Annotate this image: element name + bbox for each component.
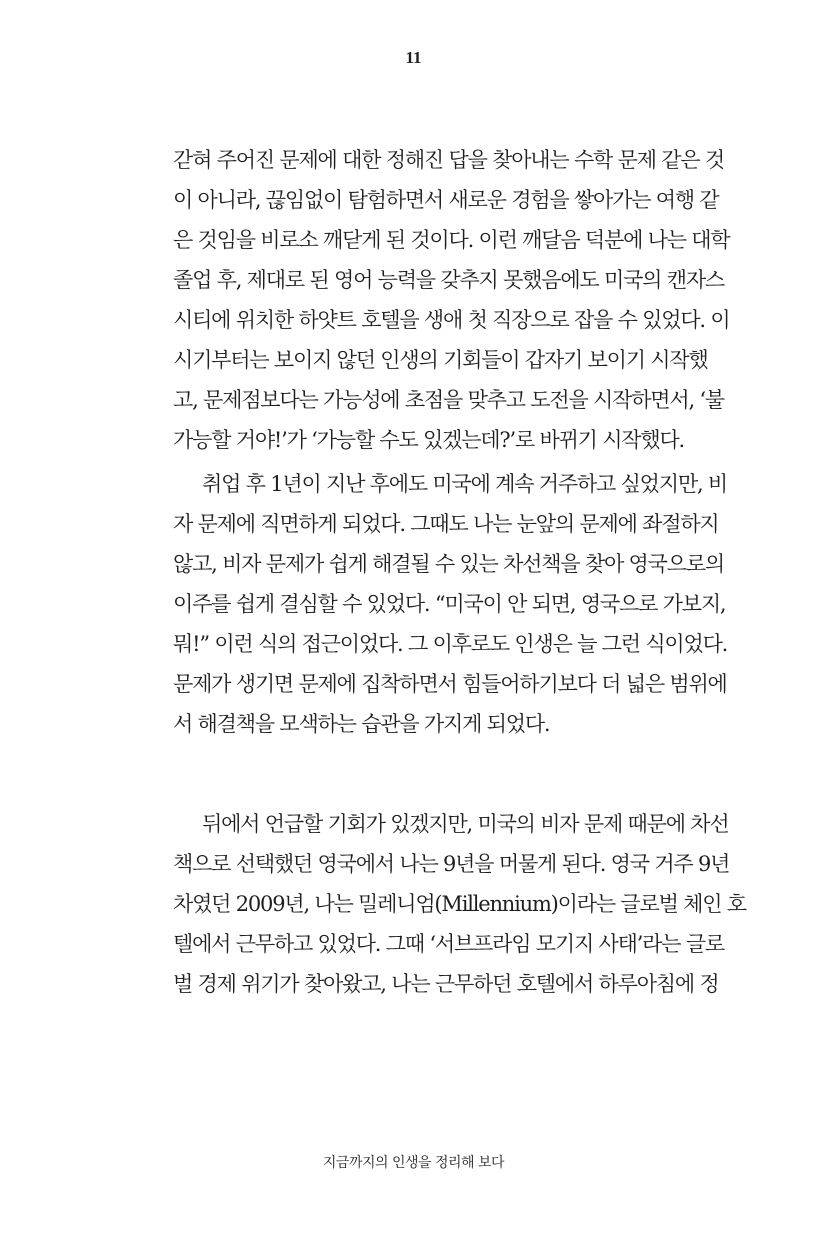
text-line: 이주를 쉽게 결심할 수 있었다. “미국이 안 되면, 영국으로 가보지, <box>173 592 726 616</box>
text-line: 뒤에서 언급할 기회가 있겠지만, 미국의 비자 문제 때문에 차선 <box>202 812 729 836</box>
text-line: 가능할 거야!’가 ‘가능할 수도 있겠는데?’로 바뀌기 시작했다. <box>173 428 685 452</box>
text-line: 책으로 선택했던 영국에서 나는 9년을 머물게 된다. 영국 거주 9년 <box>173 852 730 876</box>
text-line: 차였던 2009년, 나는 밀레니엄(Millennium)이라는 글로벌 체인 호 <box>173 892 746 916</box>
text-line: 텔에서 근무하고 있었다. 그때 ‘서브프라임 모기지 사태’라는 글로 <box>173 932 724 956</box>
text-line: 이 아니라, 끊임없이 탐험하면서 새로운 경험을 쌓아가는 여행 같 <box>173 188 719 212</box>
running-footer-title: 지금까지의 인생을 정리해 보다 <box>322 1155 505 1171</box>
text-line: 않고, 비자 문제가 쉽게 해결될 수 있는 차선책을 찾아 영국으로의 <box>173 552 724 576</box>
text-line: 벌 경제 위기가 찾아왔고, 나는 근무하던 호텔에서 하루아침에 정 <box>173 972 719 996</box>
text-line: 자 문제에 직면하게 되었다. 그때도 나는 눈앞의 문제에 좌절하지 <box>173 512 719 536</box>
text-line: 시기부터는 보이지 않던 인생의 기회들이 갑자기 보이기 시작했 <box>173 348 708 372</box>
text-line: 뭐!” 이런 식의 접근이었다. 그 이후로도 인생은 늘 그런 식이었다. <box>173 632 728 656</box>
text-line: 문제가 생기면 문제에 집착하면서 힘들어하기보다 더 넓은 범위에 <box>173 672 727 696</box>
text-line: 갇혀 주어진 문제에 대한 정해진 답을 찾아내는 수학 문제 같은 것 <box>173 148 724 172</box>
text-line: 고, 문제점보다는 가능성에 초점을 맞추고 도전을 시작하면서, ‘불 <box>173 388 724 412</box>
text-line: 취업 후 1년이 지난 후에도 미국에 계속 거주하고 싶었지만, 비 <box>202 472 727 496</box>
text-line: 시티에 위치한 하얏트 호텔을 생애 첫 직장으로 잡을 수 있었다. 이 <box>173 308 730 332</box>
text-line: 서 해결책을 모색하는 습관을 가지게 되었다. <box>173 712 550 736</box>
text-line: 은 것임을 비로소 깨닫게 된 것이다. 이런 깨달음 덕분에 나는 대학 <box>173 228 730 252</box>
page-number: 11 <box>405 48 422 67</box>
text-line: 졸업 후, 제대로 된 영어 능력을 갖추지 못했음에도 미국의 캔자스 <box>173 268 724 292</box>
